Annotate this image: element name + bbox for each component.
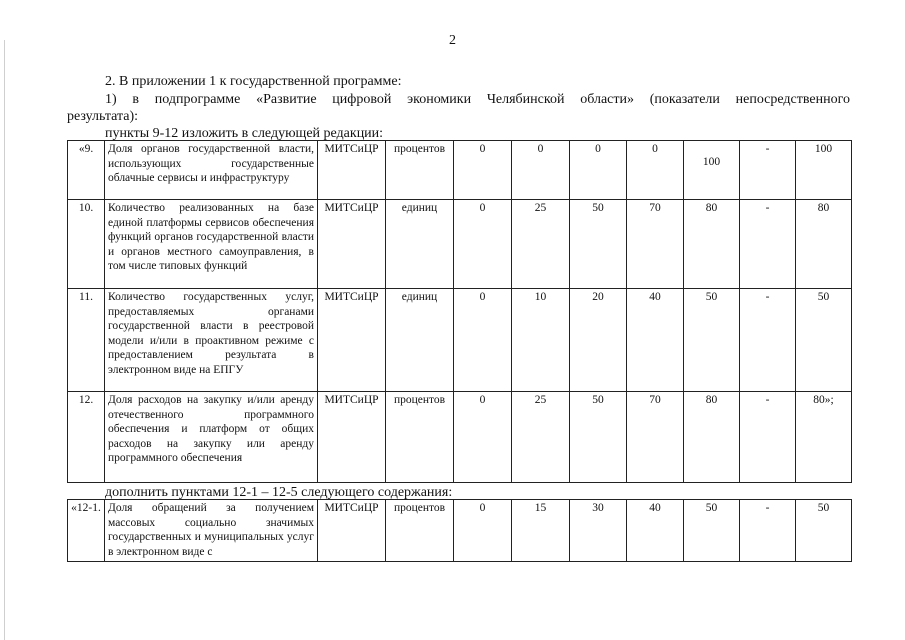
unit: единиц <box>386 200 454 289</box>
value-cell: - <box>740 200 796 289</box>
page-number: 2 <box>449 33 456 48</box>
indicators-table-added <box>67 499 852 562</box>
indicator-name: Доля расходов на закупку и/или аренду отечественного программного обеспечения и платформ от общих расходов на закупку или аренду программного обеспечения <box>105 392 318 483</box>
value-cell: 0 <box>454 500 512 562</box>
indicator-name: Доля органов государственной власти, использующих государственные облачные сервисы и инфраструктуру <box>105 141 318 200</box>
table-row <box>68 392 852 483</box>
unit: единиц <box>386 289 454 392</box>
value-cell: 50 <box>684 500 740 562</box>
responsible-org: МИТСиЦР <box>318 289 386 392</box>
value-cell: - <box>740 500 796 562</box>
table-row <box>68 200 852 289</box>
value-cell: 25 <box>512 392 570 483</box>
value-cell: 50 <box>570 200 627 289</box>
row-number: 11. <box>68 289 105 392</box>
responsible-org: МИТСиЦР <box>318 500 386 562</box>
indicator-name: Доля обращений за получением массовых социально значимых государственных и муниципальных услуг в электронном виде с <box>105 500 318 562</box>
value-cell: 0 <box>454 289 512 392</box>
table-row <box>68 289 852 392</box>
value-cell: - <box>740 392 796 483</box>
paragraph-items-add: дополнить пунктами 12-1 – 12-5 следующего содержания: <box>105 485 453 500</box>
value-cell: 100 <box>684 141 740 200</box>
unit: процентов <box>386 392 454 483</box>
value-cell: 0 <box>454 200 512 289</box>
row-number: «12-1. <box>68 500 105 562</box>
paragraph-subprogram-line2: результата): <box>67 109 139 124</box>
unit: процентов <box>386 500 454 562</box>
unit: процентов <box>386 141 454 200</box>
paragraph-subprogram-line1: 1) в подпрограмме «Развитие цифровой экономики Челябинской области» (показатели непосредственного <box>105 92 850 107</box>
value-cell: 70 <box>627 200 684 289</box>
value-cell: 100 <box>796 141 852 200</box>
value-cell: 15 <box>512 500 570 562</box>
responsible-org: МИТСиЦР <box>318 392 386 483</box>
value-cell: 0 <box>570 141 627 200</box>
value-cell: 20 <box>570 289 627 392</box>
value-cell: 30 <box>570 500 627 562</box>
value-cell: 0 <box>627 141 684 200</box>
value-cell: 50 <box>570 392 627 483</box>
value-cell: 40 <box>627 289 684 392</box>
row-number: 12. <box>68 392 105 483</box>
indicator-name: Количество государственных услуг, предоставляемых органами государственной власти в реестровой модели и/или в проактивном режиме с предоставлением результата в электронном виде на ЕПГУ <box>105 289 318 392</box>
row-number: «9. <box>68 141 105 200</box>
value-cell: 80»; <box>796 392 852 483</box>
paragraph-items-change: пункты 9-12 изложить в следующей редакции: <box>105 126 384 141</box>
value-cell: 40 <box>627 500 684 562</box>
value-cell: 80 <box>684 392 740 483</box>
responsible-org: МИТСиЦР <box>318 141 386 200</box>
value-cell: 50 <box>684 289 740 392</box>
indicator-name: Количество реализованных на базе единой платформы сервисов обеспечения функций органов государственной власти и органов местного самоуправления, в том числе типовых функций <box>105 200 318 289</box>
indicators-table-main <box>67 140 852 483</box>
paragraph-intro: 2. В приложении 1 к государственной программе: <box>105 74 402 89</box>
page-edge-line <box>4 40 5 640</box>
row-number: 10. <box>68 200 105 289</box>
value-cell: 80 <box>684 200 740 289</box>
value-cell: 0 <box>512 141 570 200</box>
value-cell: 50 <box>796 289 852 392</box>
value-cell: 50 <box>796 500 852 562</box>
table-row <box>68 141 852 200</box>
value-cell: - <box>740 289 796 392</box>
value-cell: 0 <box>454 392 512 483</box>
value-cell: - <box>740 141 796 200</box>
table-row <box>68 500 852 562</box>
value-cell: 25 <box>512 200 570 289</box>
value-cell: 80 <box>796 200 852 289</box>
value-cell: 70 <box>627 392 684 483</box>
value-cell: 0 <box>454 141 512 200</box>
responsible-org: МИТСиЦР <box>318 200 386 289</box>
value-cell: 10 <box>512 289 570 392</box>
